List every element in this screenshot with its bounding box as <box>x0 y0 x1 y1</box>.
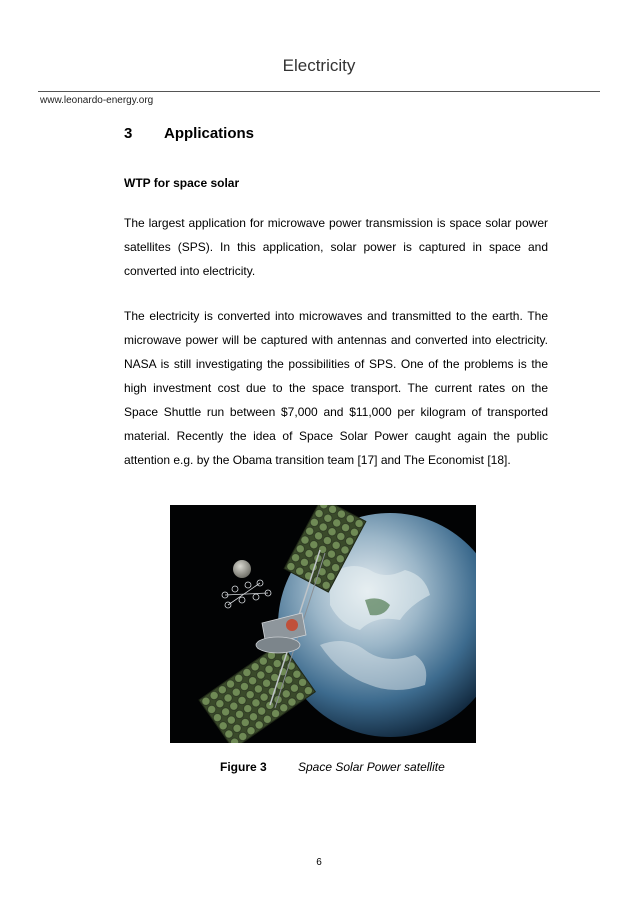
section-number: 3 <box>124 125 133 142</box>
running-header-title: Electricity <box>282 56 356 75</box>
section-heading <box>124 125 254 142</box>
figure-caption <box>220 760 445 774</box>
figure-caption-text: Space Solar Power satellite <box>298 760 445 774</box>
paragraph-1: The largest application for microwave power transmission is space solar power satellites (SPS). In this application, solar power is captured in space and converted into electricity. <box>124 216 548 278</box>
header-url: www.leonardo-energy.org <box>40 95 154 106</box>
paragraph-2: The electricity is converted into microwaves and transmitted to the earth. The microwave power will be captured with antennas and converted into electricity. NASA is still investigating the possibilities of SPS. One of the problems is the high investment cost due to the space transport. The current rates on the Space Shuttle run between $7,000 and $11,000 per kilogram of transported material. Recently the idea of Space Solar Power caught again the public attention e.g. by the Obama transition team [17] and The Economist [18]. <box>124 309 548 467</box>
satellite-illustration <box>170 505 476 743</box>
figure-label: Figure 3 <box>220 760 267 774</box>
subheading: WTP for space solar <box>124 176 240 190</box>
section-title: Applications <box>164 125 255 142</box>
page-number: 6 <box>316 857 322 868</box>
header-divider <box>38 91 600 92</box>
figure-image-space-solar-satellite <box>170 505 476 743</box>
